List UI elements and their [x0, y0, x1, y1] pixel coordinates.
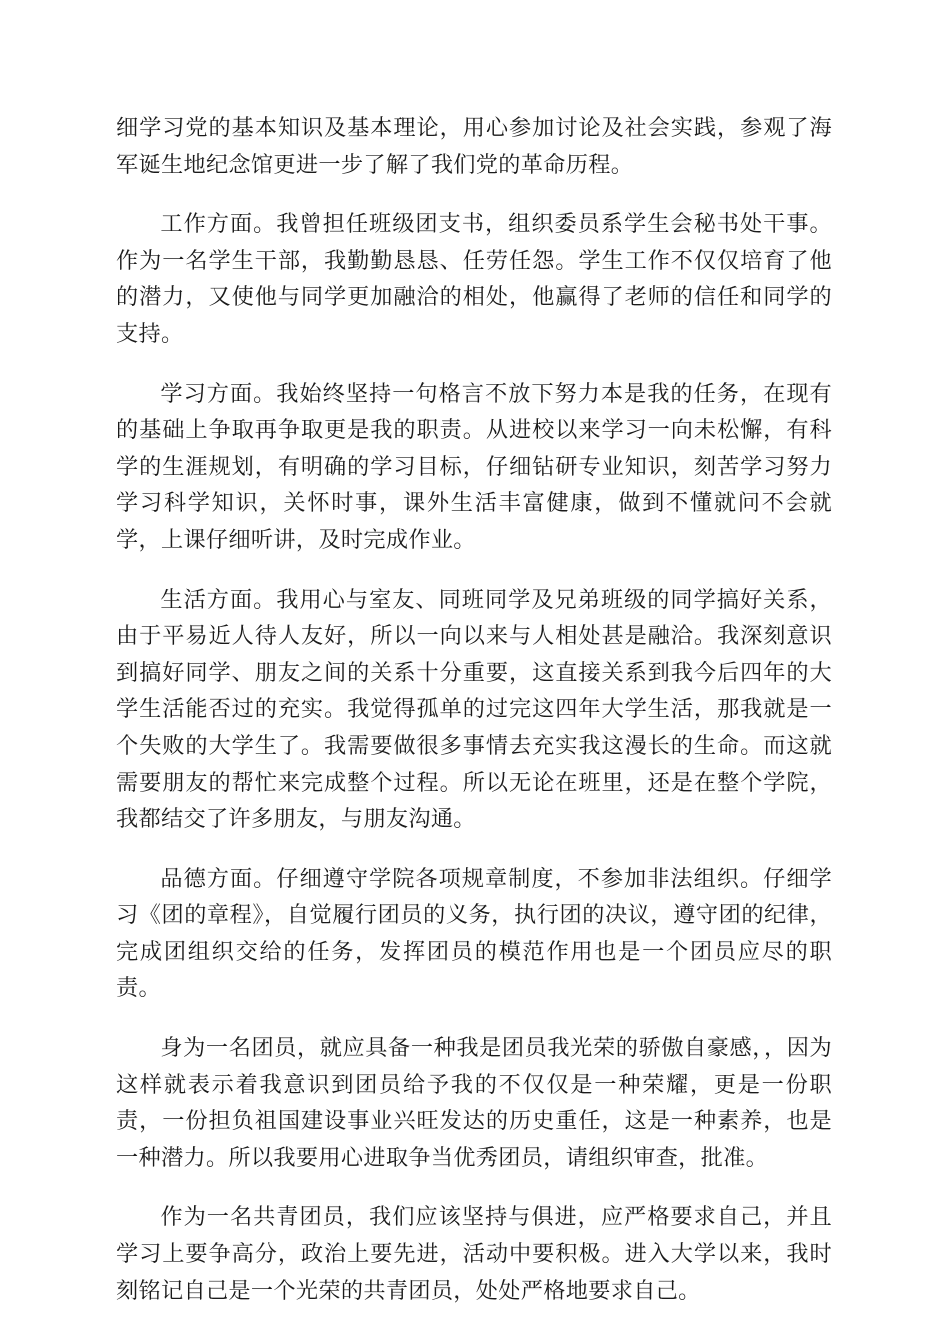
paragraph-study: 学习方面。我始终坚持一句格言不放下努力本是我的任务，在现有的基础上争取再争取更是我的职责。从进校以来学习一向未松懈，有科学的生涯规划，有明确的学习目标，仔细钻研专业知识，刻苦学习努力学习科学知识，关怀时事，课外生活丰富健康，做到不懂就问不会就学，上课仔细听讲，及时完成作业。: [116, 380, 832, 553]
paragraph-member-pride: 身为一名团员，就应具备一种我是团员我光荣的骄傲自豪感，，因为这样就表示着我意识到团员给予我的不仅仅是一种荣耀，更是一份职责，一份担负祖国建设事业兴旺发达的历史重任，这是一种素养，也是一种潜力。所以我要用心进取争当优秀团员，请组织审查，批准。: [116, 1035, 832, 1171]
paragraph-league-member: 作为一名共青团员，我们应该坚持与俱进，应严格要求自己，并且学习上要争高分，政治上要先进，活动中要积极。进入大学以来，我时刻铭记自己是一个光荣的共青团员，处处严格地要求自己。: [116, 1204, 832, 1304]
document-body: [116, 110, 832, 1332]
paragraph-life: 生活方面。我用心与室友、同班同学及兄弟班级的同学搞好关系，由于平易近人待人友好，所以一向以来与人相处甚是融洽。我深刻意识到搞好同学、朋友之间的关系十分重要，这直接关系到我今后四年的大学生活能否过的充实。我觉得孤单的过完这四年大学生活，那我就是一个失败的大学生了。我需要做很多事情去充实我这漫长的生命。而这就需要朋友的帮忙来完成整个过程。所以无论在班里，还是在整个学院，我都结交了许多朋友，与朋友沟通。: [116, 586, 832, 833]
paragraph-party-study-continued: 细学习党的基本知识及基本理论，用心参加讨论及社会实践，参观了海军诞生地纪念馆更进一步了解了我们党的革命历程。: [116, 115, 832, 178]
paragraph-morality: 品德方面。仔细遵守学院各项规章制度，不参加非法组织。仔细学习《团的章程》，自觉履行团员的义务，执行团的决议，遵守团的纪律，完成团组织交给的任务，发挥团员的模范作用也是一个团员应尽的职责。: [116, 865, 832, 1002]
paragraph-work: 工作方面。我曾担任班级团支书，组织委员系学生会秘书处干事。作为一名学生干部，我勤勤恳恳、任劳任怨。学生工作不仅仅培育了他的潜力，又使他与同学更加融洽的相处，他赢得了老师的信任和同学的支持。: [116, 211, 832, 347]
